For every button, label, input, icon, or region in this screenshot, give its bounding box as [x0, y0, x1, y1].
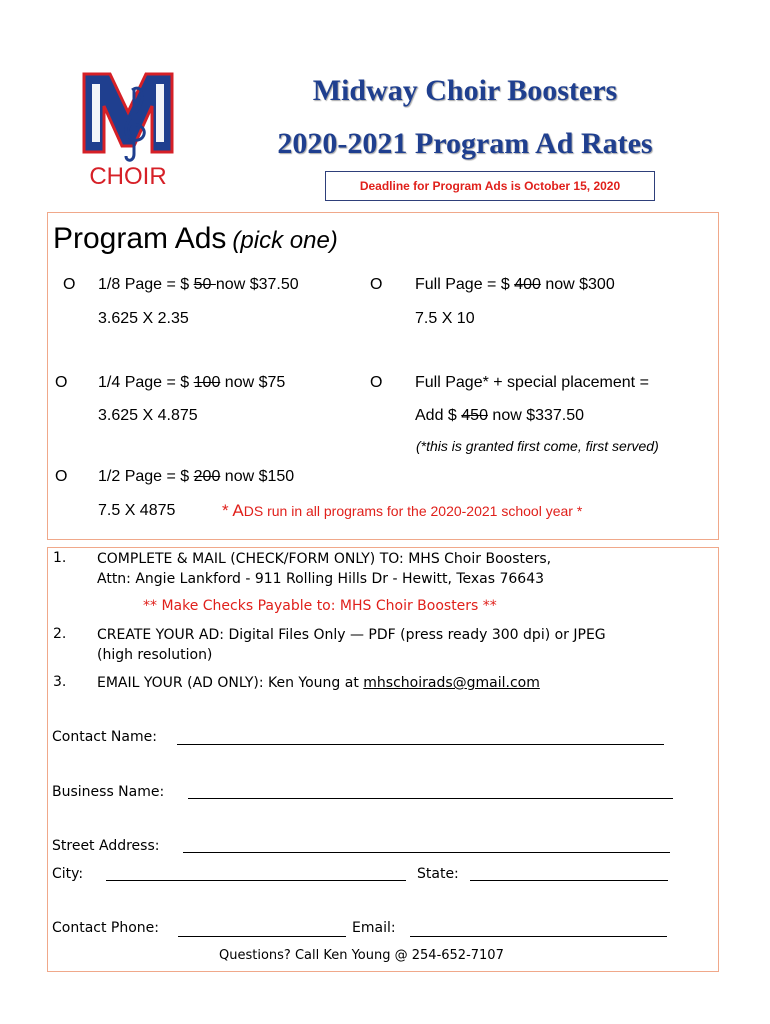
page-title-line2: 2020-2021 Program Ad Rates	[277, 127, 653, 160]
option-half-page-radio[interactable]: O	[55, 468, 68, 485]
state-field[interactable]	[470, 880, 668, 881]
step-3-number: 3.	[53, 674, 67, 690]
step-3-text: EMAIL YOUR (AD ONLY): Ken Young at mhschoirads@gmail.com	[97, 675, 540, 691]
contact-name-field[interactable]	[177, 744, 664, 745]
step-1-number: 1.	[53, 550, 67, 566]
step-2-text-line2: (high resolution)	[97, 647, 213, 663]
city-field[interactable]	[106, 880, 406, 881]
submission-email-link[interactable]: mhschoirads@gmail.com	[363, 675, 540, 691]
contact-phone-field[interactable]	[178, 936, 346, 937]
option-full-page-radio[interactable]: O	[370, 276, 383, 293]
choir-logo	[82, 72, 174, 190]
business-name-label: Business Name:	[52, 784, 165, 800]
option-half-page-size: 7.5 X 4875	[98, 502, 176, 519]
step-2-number: 2.	[53, 626, 67, 642]
deadline-notice: Deadline for Program Ads is October 15, 2020	[325, 171, 655, 201]
step-1-text-line2: Attn: Angie Lankford - 911 Rolling Hills Dr - Hewitt, Texas 76643	[97, 571, 545, 587]
pick-one-label: (pick one)	[232, 227, 338, 254]
logo-choir-text: CHOIR	[89, 163, 167, 190]
option-full-page-special-label: Full Page* + special placement =	[415, 374, 649, 391]
option-eighth-page-radio[interactable]: O	[63, 276, 76, 293]
street-address-field[interactable]	[183, 852, 670, 853]
option-full-page-special-radio[interactable]: O	[370, 374, 383, 391]
option-full-page-label: Full Page = $ 400 now $300	[415, 276, 615, 293]
email-field[interactable]	[410, 936, 667, 937]
contact-phone-label: Contact Phone:	[52, 920, 160, 936]
city-label: City:	[52, 866, 84, 882]
contact-name-label: Contact Name:	[52, 729, 157, 745]
business-name-field[interactable]	[188, 798, 673, 799]
option-half-page-label: 1/2 Page = $ 200 now $150	[98, 468, 295, 485]
option-eighth-page-label: 1/8 Page = $ 50 now $37.50	[98, 276, 299, 293]
email-label: Email:	[352, 920, 396, 936]
option-quarter-page-size: 3.625 X 4.875	[98, 407, 198, 424]
special-placement-note: (*this is granted first come, first served)	[416, 438, 659, 454]
payable-note: ** Make Checks Payable to: MHS Choir Boosters **	[143, 598, 497, 614]
option-full-page-special-price: Add $ 450 now $337.50	[415, 407, 585, 424]
program-ads-heading: Program Ads (pick one)	[53, 222, 338, 255]
questions-contact: Questions? Call Ken Young @ 254-652-7107	[219, 948, 504, 963]
option-quarter-page-label: 1/4 Page = $ 100 now $75	[98, 374, 286, 391]
page-title-line1: Midway Choir Boosters	[312, 74, 618, 107]
step-2-text-line1: CREATE YOUR AD: Digital Files Only — PDF (press ready 300 dpi) or JPEG	[97, 627, 606, 643]
option-quarter-page-radio[interactable]: O	[55, 374, 68, 391]
state-label: State:	[417, 866, 459, 882]
option-eighth-page-size: 3.625 X 2.35	[98, 310, 189, 327]
step-1-text-line1: COMPLETE & MAIL (CHECK/FORM ONLY) TO: MHS Choir Boosters,	[97, 551, 552, 567]
street-address-label: Street Address:	[52, 838, 160, 854]
option-full-page-size: 7.5 X 10	[415, 310, 475, 327]
ads-run-note: * ADS run in all programs for the 2020-2021 school year *	[222, 501, 583, 520]
